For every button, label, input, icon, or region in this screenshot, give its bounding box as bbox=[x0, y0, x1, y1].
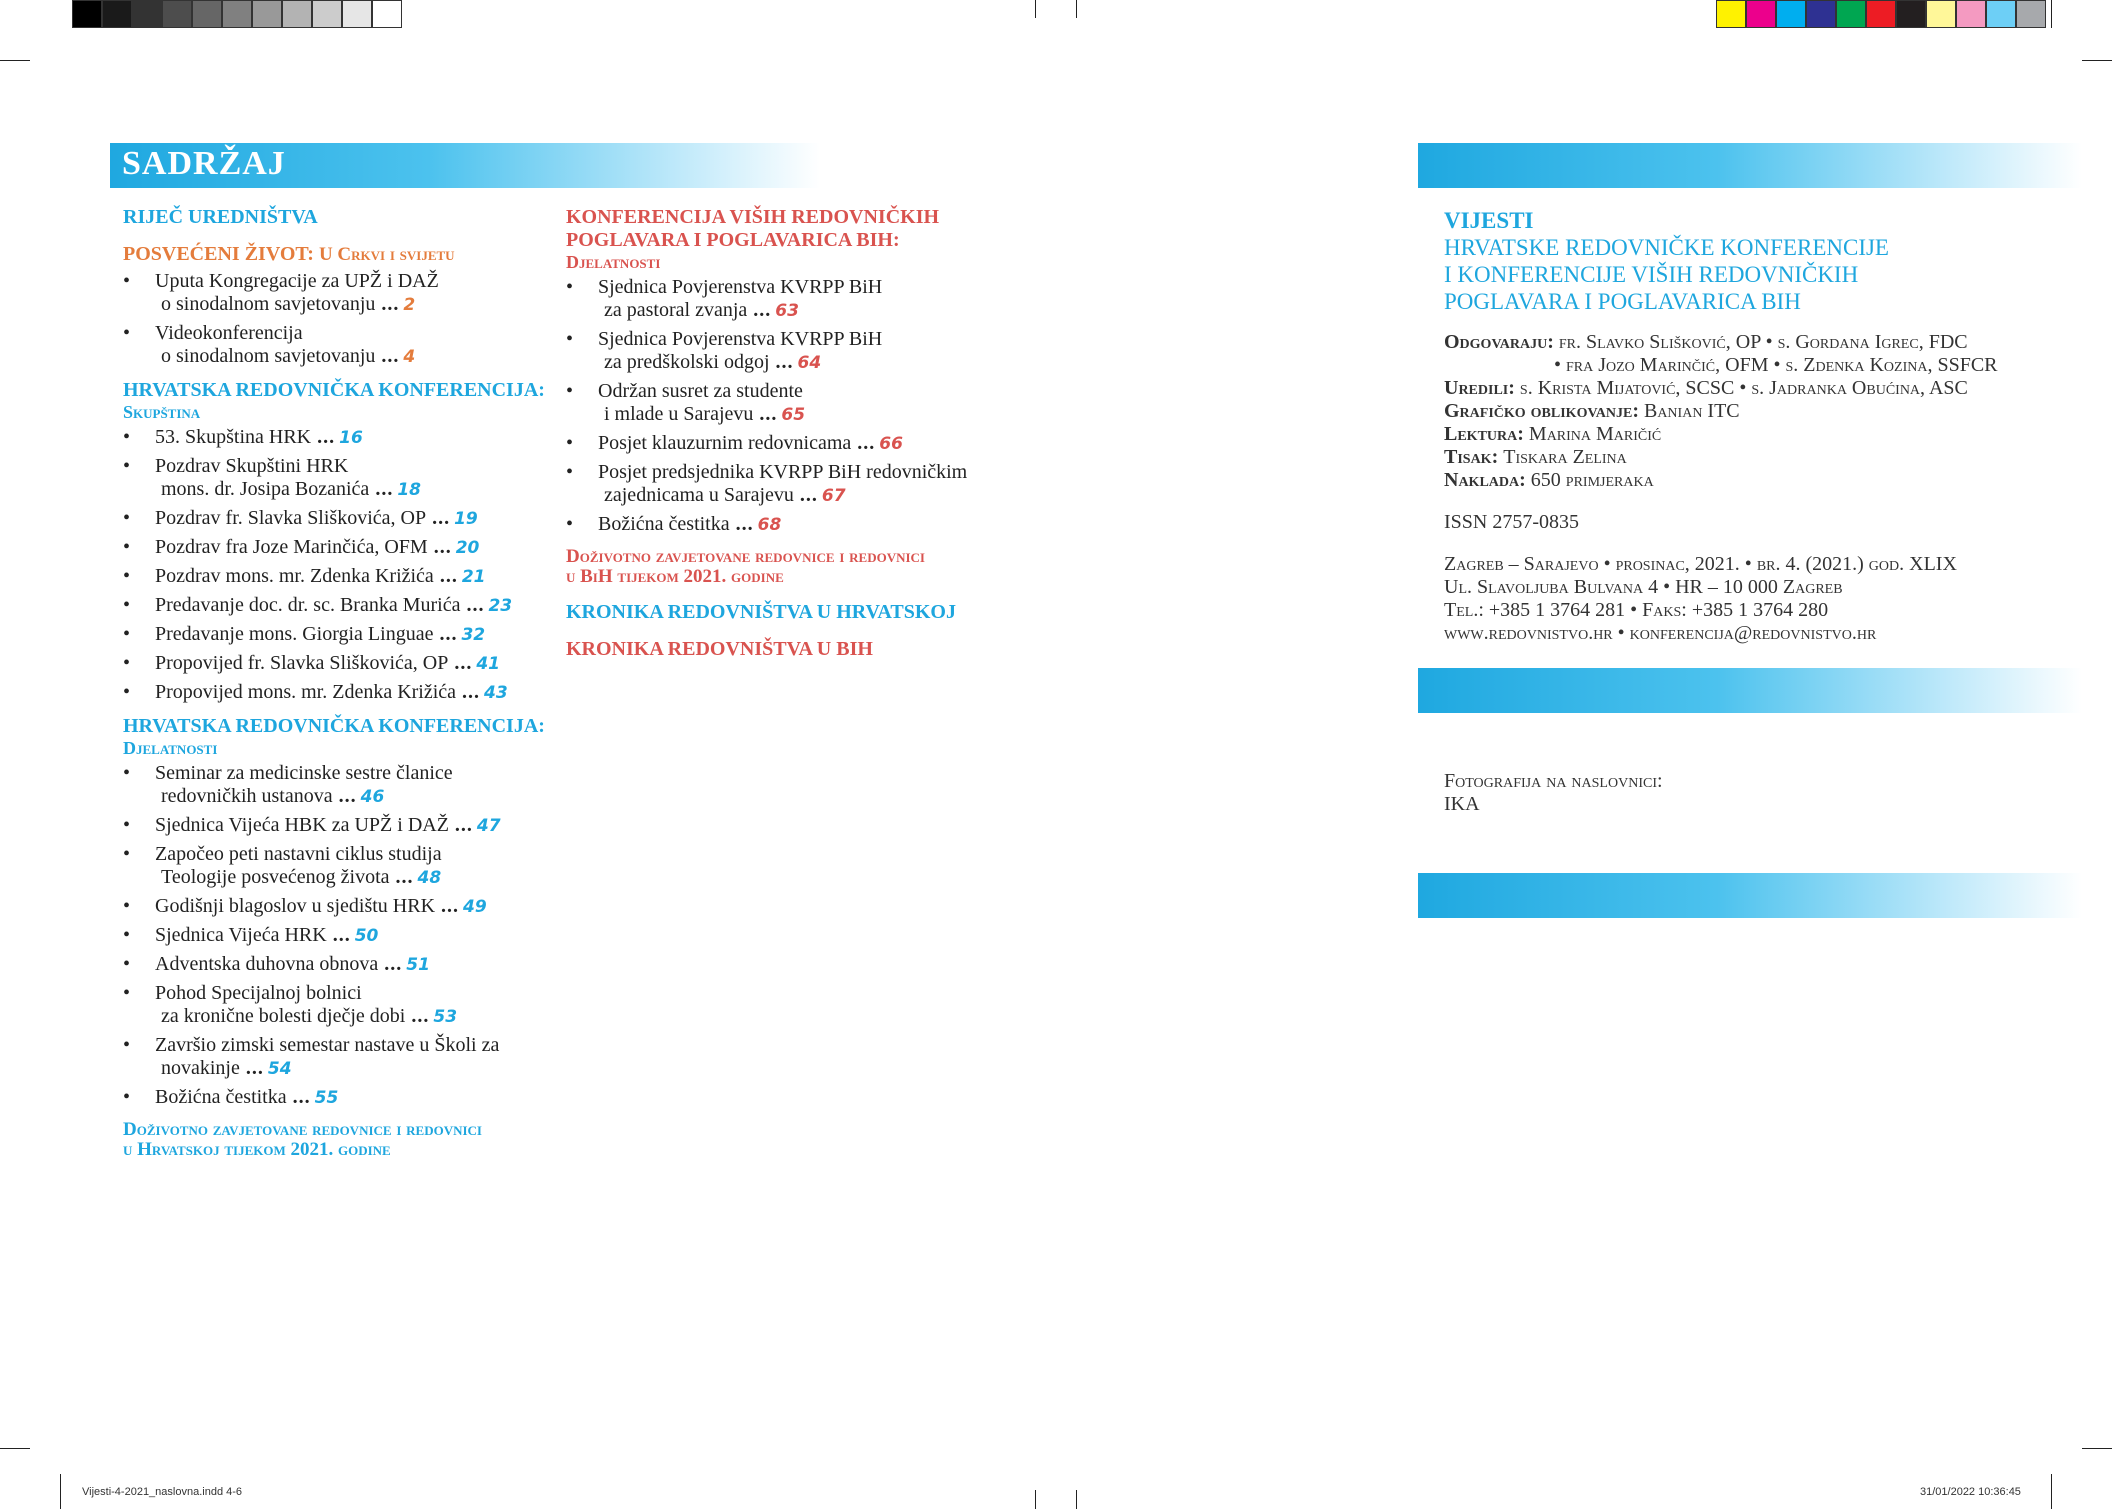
spacer bbox=[566, 587, 1006, 601]
toc-section-heading-line: KONFERENCIJA VIŠIH REDOVNIČKIH bbox=[566, 206, 940, 228]
toc-page-number: 4 bbox=[403, 347, 416, 367]
leader-dots: ... bbox=[432, 507, 451, 529]
leader-dots: ... bbox=[753, 299, 772, 321]
toc-entry-title-cont: redovničkih ustanova bbox=[161, 785, 333, 807]
toc-page-number: 21 bbox=[461, 567, 486, 587]
toc-page-number: 64 bbox=[797, 353, 822, 373]
toc-page-number: 63 bbox=[775, 301, 799, 321]
toc-entry[interactable] bbox=[566, 276, 1006, 323]
leader-dots: ... bbox=[799, 484, 818, 506]
toc-entry[interactable] bbox=[123, 895, 553, 919]
toc-entry[interactable] bbox=[123, 982, 553, 1029]
toc-entry-title: Sjednica Povjerenstva KVRPP BiH bbox=[598, 328, 883, 350]
color-swatch bbox=[1746, 0, 1776, 28]
graficko-label: Grafičko oblikovanje: bbox=[1444, 400, 1639, 422]
toc-section-heading-text: KRONIKA REDOVNIŠTVA U HRVATSKOJ bbox=[566, 601, 956, 623]
graficko-value: Banian ITC bbox=[1643, 400, 1740, 422]
toc-entry-list bbox=[123, 270, 553, 369]
toc-entry[interactable] bbox=[123, 507, 553, 531]
toc-header-bar bbox=[110, 143, 820, 188]
toc-entry[interactable] bbox=[123, 1034, 553, 1081]
toc-entry-title-cont: za kronične bolesti dječje dobi bbox=[161, 1005, 406, 1027]
toc-entry-title: Predavanje mons. Giorgia Linguae bbox=[155, 623, 434, 645]
phone-fax: Tel.: +385 1 3764 281 • Faks: +385 1 3764 280 bbox=[1444, 599, 1829, 621]
toc-entry[interactable] bbox=[123, 594, 553, 618]
toc-section-heading-text: KRONIKA REDOVNIŠTVA U BIH bbox=[566, 638, 873, 660]
color-swatch bbox=[342, 0, 372, 28]
toc-entry[interactable] bbox=[566, 380, 1006, 427]
toc-entry[interactable] bbox=[123, 270, 553, 317]
toc-entry-title-cont: za pastoral zvanja bbox=[604, 299, 748, 321]
toc-page-number: 41 bbox=[476, 654, 500, 674]
toc-section-heading-line: u Hrvatskoj tijekom 2021. godine bbox=[123, 1139, 391, 1160]
naklada-label: Naklada: bbox=[1444, 469, 1526, 491]
uredili-label: Uredili: bbox=[1444, 377, 1515, 399]
toc-entry-title: Posjet predsjednika KVRPP BiH redovničkim bbox=[598, 461, 968, 483]
toc-section-heading-line: u BiH tijekom 2021. godine bbox=[566, 566, 784, 587]
toc-entry-title: Posjet klauzurnim redovnicama bbox=[598, 432, 852, 454]
toc-section-heading-text: HRVATSKA REDOVNIČKA KONFERENCIJA: bbox=[123, 715, 545, 737]
web-email: www.redovnistvo.hr • konferencija@redovnistvo.hr bbox=[1444, 622, 1877, 644]
leader-dots: ... bbox=[857, 432, 876, 454]
toc-entry-title: Održan susret za studente bbox=[598, 380, 803, 402]
toc-page-number: 18 bbox=[397, 480, 421, 500]
impressum-top-bar bbox=[1418, 143, 2082, 188]
leader-dots: ... bbox=[439, 623, 458, 645]
toc-entry[interactable] bbox=[566, 328, 1006, 375]
crop-mark bbox=[60, 1474, 61, 1509]
toc-entry-title-cont: za predškolski odgoj bbox=[604, 351, 770, 373]
gray-color-bar bbox=[72, 0, 402, 30]
toc-entry[interactable] bbox=[566, 461, 1006, 508]
leader-dots: ... bbox=[466, 594, 485, 616]
photo-credit bbox=[1444, 770, 1663, 816]
leader-dots: ... bbox=[775, 351, 794, 373]
color-swatch bbox=[102, 0, 132, 28]
leader-dots: ... bbox=[381, 293, 400, 315]
toc-section-heading[interactable] bbox=[566, 206, 1006, 272]
color-swatch bbox=[72, 0, 102, 28]
toc-section-subheading: Djelatnosti bbox=[566, 252, 661, 272]
toc-page-number: 51 bbox=[406, 955, 430, 975]
leader-dots: ... bbox=[735, 513, 754, 535]
toc-section-heading-text: RIJEČ UREDNIŠTVA bbox=[123, 206, 318, 228]
slug-timestamp: 31/01/2022 10:36:45 bbox=[1920, 1486, 2021, 1498]
toc-page-number: 32 bbox=[461, 625, 486, 645]
impressum-credits bbox=[1444, 331, 1998, 645]
leader-dots: ... bbox=[439, 565, 458, 587]
leader-dots: ... bbox=[338, 785, 357, 807]
uredili-value: s. Krista Mijatović, SCSC • s. Jadranka Obućina, ASC bbox=[1519, 377, 1968, 399]
color-swatch bbox=[132, 0, 162, 28]
toc-section-heading[interactable] bbox=[566, 601, 1006, 624]
toc-page-number: 53 bbox=[433, 1007, 458, 1027]
toc-page-number: 46 bbox=[360, 787, 385, 807]
toc-entry[interactable] bbox=[123, 652, 553, 676]
toc-entry-title: Pozdrav fra Joze Marinčića, OFM bbox=[155, 536, 428, 558]
toc-page-number: 43 bbox=[484, 683, 508, 703]
color-swatch bbox=[252, 0, 282, 28]
toc-entry-title: Pozdrav Skupštini HRK bbox=[155, 455, 349, 477]
leader-dots: ... bbox=[759, 403, 778, 425]
color-swatch bbox=[372, 0, 402, 28]
toc-entry-title: Predavanje doc. dr. sc. Branka Murića bbox=[155, 594, 461, 616]
toc-entry-title: Uputa Kongregacije za UPŽ i DAŽ bbox=[155, 270, 439, 292]
odgovaraju-label: Odgovaraju: bbox=[1444, 331, 1554, 353]
toc-entry[interactable] bbox=[123, 536, 553, 560]
toc-entry[interactable] bbox=[123, 426, 553, 450]
leader-dots: ... bbox=[317, 426, 336, 448]
toc-entry-title: Sjednica Povjerenstva KVRPP BiH bbox=[598, 276, 883, 298]
photo-credit-value: IKA bbox=[1444, 793, 1480, 815]
color-swatch bbox=[2016, 0, 2046, 28]
publication-subtitle-3: POGLAVARA I POGLAVARICA BIH bbox=[1444, 289, 1801, 314]
toc-entry-title-cont: i mlade u Sarajevu bbox=[604, 403, 754, 425]
toc-entry[interactable] bbox=[123, 565, 553, 589]
spacer bbox=[566, 624, 1006, 638]
toc-entry[interactable] bbox=[123, 322, 553, 369]
toc-section-heading[interactable] bbox=[123, 1120, 553, 1160]
leader-dots: ... bbox=[395, 866, 414, 888]
toc-page-number: 54 bbox=[267, 1059, 292, 1079]
place-date: Zagreb – Sarajevo • prosinac, 2021. • br. 4. (2021.) god. XLIX bbox=[1444, 553, 1957, 575]
toc-section-heading-line: Doživotno zavjetovane redovnice i redovnici bbox=[123, 1119, 482, 1140]
toc-entry-title: Pohod Specijalnoj bolnici bbox=[155, 982, 362, 1004]
toc-entry-title: Pozdrav mons. mr. Zdenka Križića bbox=[155, 565, 434, 587]
toc-entry[interactable] bbox=[123, 1086, 553, 1110]
process-color-bar bbox=[1716, 0, 2046, 30]
toc-title: SADRŽAJ bbox=[122, 145, 286, 182]
toc-entry[interactable] bbox=[123, 681, 553, 705]
toc-entry[interactable] bbox=[123, 814, 553, 838]
toc-entry-title: Propovijed mons. mr. Zdenka Križića bbox=[155, 681, 457, 703]
toc-entry[interactable] bbox=[123, 953, 553, 977]
toc-entry-title-cont: novakinje bbox=[161, 1057, 240, 1079]
toc-section-heading-text: HRVATSKA REDOVNIČKA KONFERENCIJA: bbox=[123, 379, 545, 401]
toc-entry-title: Videokonferencija bbox=[155, 322, 303, 344]
toc-page-number: 47 bbox=[476, 816, 501, 836]
toc-right-column bbox=[566, 206, 1006, 675]
toc-entry-title: Božićna čestitka bbox=[155, 1086, 287, 1108]
toc-entry[interactable] bbox=[123, 455, 553, 502]
leader-dots: ... bbox=[454, 814, 473, 836]
toc-page-number: 55 bbox=[314, 1088, 339, 1108]
crop-mark bbox=[2051, 0, 2052, 28]
crop-mark bbox=[1035, 1490, 1036, 1509]
color-swatch bbox=[1986, 0, 2016, 28]
toc-entry-title-cont: zajednicama u Sarajevu bbox=[604, 484, 794, 506]
impressum-bottom-bar bbox=[1418, 873, 2082, 918]
toc-page-number: 20 bbox=[455, 538, 480, 558]
tisak-label: Tisak: bbox=[1444, 446, 1499, 468]
toc-entry-title: Božićna čestitka bbox=[598, 513, 730, 535]
leader-dots: ... bbox=[384, 953, 403, 975]
spacer bbox=[123, 1160, 553, 1174]
toc-entry-title: Pozdrav fr. Slavka Sliškovića, OP bbox=[155, 507, 427, 529]
toc-section-heading[interactable] bbox=[123, 715, 553, 758]
lektura-value: Marina Maričić bbox=[1528, 423, 1662, 445]
color-swatch bbox=[1926, 0, 1956, 28]
toc-entry[interactable] bbox=[123, 623, 553, 647]
toc-entry-title-cont: o sinodalnom savjetovanju bbox=[161, 345, 376, 367]
odgovaraju-value: fr. Slavko Slišković, OP • s. Gordana Igrec, FDC bbox=[1558, 331, 1968, 353]
color-swatch bbox=[222, 0, 252, 28]
toc-page-number: 68 bbox=[757, 515, 782, 535]
address: Ul. Slavoljuba Bulvana 4 • HR – 10 000 Zagreb bbox=[1444, 576, 1843, 598]
color-swatch bbox=[312, 0, 342, 28]
toc-entry-title: Sjednica Vijeća HBK za UPŽ i DAŽ bbox=[155, 814, 449, 836]
spacer bbox=[566, 661, 1006, 675]
toc-left-column bbox=[123, 206, 553, 1174]
toc-section-heading[interactable] bbox=[123, 379, 553, 422]
issn: ISSN 2757-0835 bbox=[1444, 511, 1580, 533]
crop-mark bbox=[1076, 0, 1077, 18]
toc-section-heading[interactable] bbox=[566, 638, 1006, 661]
leader-dots: ... bbox=[375, 478, 394, 500]
toc-entry-list bbox=[123, 762, 553, 1110]
odgovaraju-value-2: • fra Jozo Marinčić, OFM • s. Zdenka Kozina, SSFCR bbox=[1554, 354, 1998, 376]
color-swatch bbox=[1836, 0, 1866, 28]
toc-section-heading-text: POSVEĆENI ŽIVOT: bbox=[123, 243, 314, 265]
leader-dots: ... bbox=[332, 924, 351, 946]
toc-page-number: 49 bbox=[463, 897, 487, 917]
leader-dots: ... bbox=[441, 895, 460, 917]
color-swatch bbox=[1776, 0, 1806, 28]
spacer bbox=[123, 229, 553, 243]
leader-dots: ... bbox=[381, 345, 400, 367]
toc-entry-title-cont: Teologije posvećenog života bbox=[161, 866, 390, 888]
crop-mark bbox=[2051, 1474, 2052, 1509]
toc-section-heading-sc: U Crkvi i svijetu bbox=[318, 244, 455, 265]
color-swatch bbox=[162, 0, 192, 28]
toc-entry-title: Seminar za medicinske sestre članice bbox=[155, 762, 453, 784]
crop-mark bbox=[1076, 1490, 1077, 1509]
toc-entry-title: Započeo peti nastavni ciklus studija bbox=[155, 843, 442, 865]
toc-section-heading[interactable] bbox=[123, 206, 553, 229]
toc-entry-title: Završio zimski semestar nastave u Školi za bbox=[155, 1034, 500, 1056]
toc-entry[interactable] bbox=[123, 843, 553, 890]
leader-dots: ... bbox=[292, 1086, 311, 1108]
publication-subtitle-2: I KONFERENCIJE VIŠIH REDOVNIČKIH bbox=[1444, 262, 1859, 287]
color-swatch bbox=[1866, 0, 1896, 28]
toc-page-number: 2 bbox=[403, 295, 416, 315]
toc-section-heading-line: POGLAVARA I POGLAVARICA BIH: bbox=[566, 229, 900, 251]
toc-page-number: 66 bbox=[879, 434, 903, 454]
leader-dots: ... bbox=[411, 1005, 430, 1027]
toc-page-number: 48 bbox=[417, 868, 442, 888]
lektura-label: Lektura: bbox=[1444, 423, 1524, 445]
toc-entry-title-cont: mons. dr. Josipa Bozanića bbox=[161, 478, 370, 500]
toc-page-number: 23 bbox=[488, 596, 513, 616]
leader-dots: ... bbox=[462, 681, 481, 703]
toc-section-heading[interactable] bbox=[566, 547, 1006, 587]
toc-section-heading[interactable] bbox=[123, 243, 553, 266]
impressum-middle-bar bbox=[1418, 668, 2082, 713]
publication-title: VIJESTI bbox=[1444, 208, 1534, 233]
toc-page-number: 50 bbox=[354, 926, 379, 946]
leader-dots: ... bbox=[433, 536, 452, 558]
toc-entry-list bbox=[123, 426, 553, 705]
toc-entry[interactable] bbox=[123, 762, 553, 809]
toc-page-number: 65 bbox=[781, 405, 806, 425]
color-swatch bbox=[1956, 0, 1986, 28]
toc-section-subheading: Skupština bbox=[123, 402, 201, 422]
leader-dots: ... bbox=[454, 652, 473, 674]
toc-entry-title: 53. Skupština HRK bbox=[155, 426, 312, 448]
toc-section-subheading: Djelatnosti bbox=[123, 738, 218, 758]
color-swatch bbox=[192, 0, 222, 28]
color-swatch bbox=[282, 0, 312, 28]
crop-mark bbox=[2082, 60, 2112, 61]
toc-entry-title-cont: o sinodalnom savjetovanju bbox=[161, 293, 376, 315]
color-swatch bbox=[1806, 0, 1836, 28]
toc-entry-title: Sjednica Vijeća HRK bbox=[155, 924, 327, 946]
crop-mark bbox=[2082, 1448, 2112, 1449]
publication-subtitle-1: HRVATSKE REDOVNIČKE KONFERENCIJE bbox=[1444, 235, 1889, 260]
photo-credit-label: Fotografija na naslovnici: bbox=[1444, 770, 1663, 792]
toc-page-number: 19 bbox=[454, 509, 478, 529]
toc-entry-title: Propovijed fr. Slavka Sliškovića, OP bbox=[155, 652, 449, 674]
tisak-value: Tiskara Zelina bbox=[1503, 446, 1627, 468]
crop-mark bbox=[0, 1448, 30, 1449]
toc-page-number: 67 bbox=[821, 486, 846, 506]
toc-section-heading-line: Doživotno zavjetovane redovnice i redovnici bbox=[566, 546, 925, 567]
toc-entry[interactable] bbox=[566, 513, 1006, 537]
slug-filename: Vijesti-4-2021_naslovna.indd 4-6 bbox=[82, 1486, 243, 1498]
toc-entry[interactable] bbox=[566, 432, 1006, 456]
crop-mark bbox=[0, 60, 30, 61]
naklada-value: 650 primjeraka bbox=[1530, 469, 1654, 491]
toc-entry-list bbox=[566, 276, 1006, 537]
toc-page-number: 16 bbox=[339, 428, 363, 448]
toc-entry-title: Adventska duhovna obnova bbox=[155, 953, 379, 975]
crop-mark bbox=[1035, 0, 1036, 18]
toc-entry[interactable] bbox=[123, 924, 553, 948]
toc-entry-title: Godišnji blagoslov u sjedištu HRK bbox=[155, 895, 436, 917]
impressum-title bbox=[1444, 207, 1889, 315]
color-swatch bbox=[1896, 0, 1926, 28]
leader-dots: ... bbox=[245, 1057, 264, 1079]
color-swatch bbox=[1716, 0, 1746, 28]
